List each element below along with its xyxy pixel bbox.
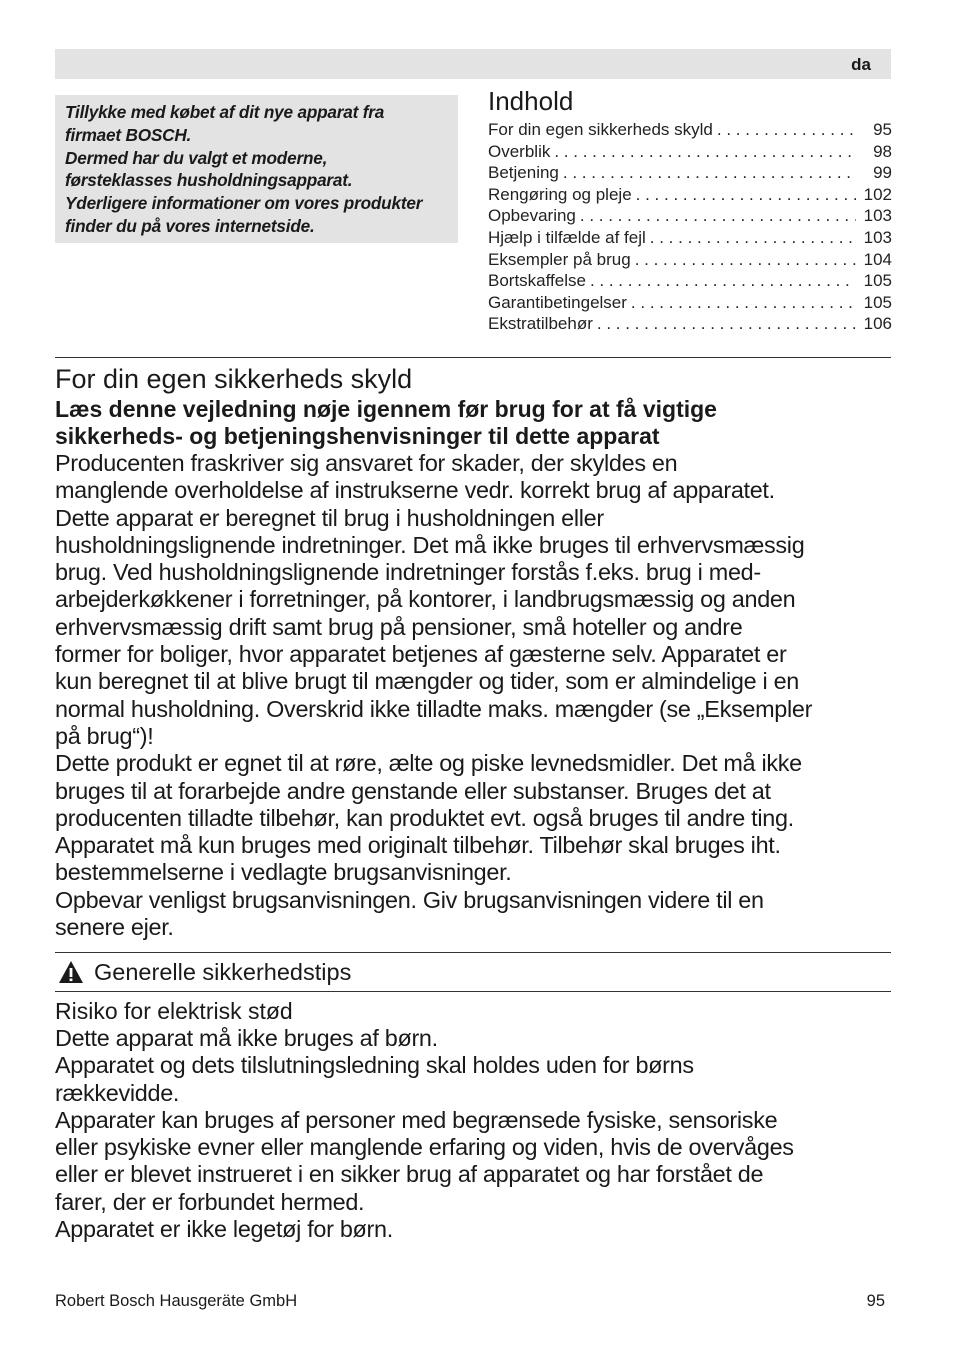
toc-item-label: Eksempler på brug bbox=[488, 249, 631, 269]
safety-section bbox=[55, 362, 905, 941]
toc-leader bbox=[636, 184, 856, 206]
section-subtitle-line: sikkerheds- og betjeningshenvisninger til dette apparat bbox=[55, 423, 660, 449]
body-line: kun beregnet til at blive brugt til mængder og tider, som er almindelige i en bbox=[55, 668, 800, 695]
toc-item-page: 102 bbox=[863, 184, 892, 204]
body-line: bruges til at forarbejde andre genstande eller substanser. Bruges det at bbox=[55, 777, 771, 804]
body-line: Apparatet og dets tilslutningsledning skal holdes uden for børns bbox=[55, 1052, 694, 1079]
body-line: brug. Ved husholdningslignende indretninger forstås f.eks. brug i med- bbox=[55, 559, 761, 586]
body-line: Apparater kan bruges af personer med begrænsede fysiske, sensoriske bbox=[55, 1106, 778, 1133]
section-subtitle-line: Læs denne vejledning nøje igennem før brug for at få vigtige bbox=[55, 396, 717, 422]
section-divider bbox=[55, 991, 891, 992]
toc-leader bbox=[717, 119, 856, 141]
body-line: bestemmelserne i vedlagte brugsanvisninger. bbox=[55, 859, 512, 886]
body-line: Apparatet må kun bruges med originalt tilbehør. Tilbehør skal bruges iht. bbox=[55, 832, 781, 859]
risk-title: Risiko for elektrisk stød bbox=[55, 998, 293, 1024]
toc-item[interactable] bbox=[488, 249, 892, 271]
table-of-contents bbox=[488, 86, 892, 335]
toc-item[interactable] bbox=[488, 141, 892, 163]
toc-leader bbox=[597, 313, 856, 335]
page-footer bbox=[55, 1292, 885, 1311]
body-line: Opbevar venligst brugsanvisningen. Giv brugsanvisningen videre til en bbox=[55, 886, 764, 913]
intro-box bbox=[55, 95, 458, 243]
section-divider bbox=[55, 357, 891, 358]
toc-item-label: Opbevaring bbox=[488, 206, 576, 226]
body-line: arbejderkøkkener i forretninger, på kontorer, i landbrugsmæssig og anden bbox=[55, 586, 796, 613]
intro-line: Yderligere informationer om vores produkter bbox=[65, 193, 423, 214]
toc-item-page: 105 bbox=[863, 271, 892, 291]
body-line: producenten tilladte tilbehør, kan produktet evt. også bruges til andre ting. bbox=[55, 804, 794, 831]
body-line: manglende overholdelse af instrukserne vedr. korrekt brug af apparatet. bbox=[55, 477, 775, 504]
body-line: former for boliger, hvor apparatet betjenes af gæsterne selv. Apparatet er bbox=[55, 641, 787, 668]
body-line: husholdningslignende indretninger. Det må ikke bruges til erhvervsmæssig bbox=[55, 531, 805, 558]
toc-leader bbox=[554, 141, 856, 163]
toc-item[interactable] bbox=[488, 162, 892, 184]
toc-item[interactable] bbox=[488, 205, 892, 227]
general-safety-heading bbox=[55, 957, 891, 987]
body-line: Dette apparat er beregnet til brug i husholdningen eller bbox=[55, 504, 604, 531]
toc-leader bbox=[631, 292, 856, 314]
body-line: farer, der er forbundet hermed. bbox=[55, 1188, 365, 1215]
toc-item-label: Ekstratilbehør bbox=[488, 314, 593, 334]
toc-item-label: Hjælp i tilfælde af fejl bbox=[488, 227, 646, 247]
body-line: Dette apparat må ikke bruges af børn. bbox=[55, 1025, 438, 1051]
intro-line: Dermed har du valgt et moderne, bbox=[65, 147, 328, 168]
toc-item-label: For din egen sikkerheds skyld bbox=[488, 120, 713, 139]
intro-line: finder du på vores internetside. bbox=[65, 215, 315, 236]
toc-item-label: Garantibetingelser bbox=[488, 292, 627, 312]
toc-item[interactable] bbox=[488, 313, 892, 335]
body-line: normal husholdning. Overskrid ikke tilladte maks. mængder (se „Eksempler bbox=[55, 695, 813, 722]
toc-item[interactable] bbox=[488, 292, 892, 314]
toc-item-label: Betjening bbox=[488, 163, 559, 183]
body-line: Producenten fraskriver sig ansvaret for skader, der skyldes en bbox=[55, 450, 678, 476]
subsection-title: Generelle sikkerhedstips bbox=[94, 959, 352, 985]
section-title: For din egen sikkerheds skyld bbox=[55, 364, 413, 394]
body-line: på brug“)! bbox=[55, 722, 154, 749]
toc-item[interactable] bbox=[488, 184, 892, 206]
toc-leader bbox=[635, 249, 856, 271]
body-line: Dette produkt er egnet til at røre, ælte og piske levnedsmidler. Det må ikke bbox=[55, 750, 802, 777]
intro-line: førsteklasses husholdningsapparat. bbox=[65, 170, 353, 191]
footer-page-number: 95 bbox=[866, 1292, 885, 1310]
language-code: da bbox=[851, 55, 871, 74]
intro-line: Tillykke med købet af dit nye apparat fra bbox=[65, 102, 385, 122]
body-line: rækkevidde. bbox=[55, 1079, 180, 1106]
body-line: eller psykiske evner eller manglende erfaring og viden, hvis de overvåges bbox=[55, 1134, 794, 1161]
footer-company: Robert Bosch Hausgeräte GmbH bbox=[55, 1292, 298, 1310]
toc-leader bbox=[563, 162, 856, 184]
warning-triangle-icon bbox=[58, 960, 84, 984]
toc-item[interactable] bbox=[488, 119, 892, 141]
body-line: erhvervsmæssig drift samt brug på pensioner, små hoteller og andre bbox=[55, 613, 743, 640]
toc-item-page: 99 bbox=[873, 163, 892, 183]
section-divider bbox=[55, 952, 891, 953]
toc-leader bbox=[590, 270, 856, 292]
toc-item-page: 98 bbox=[873, 141, 892, 161]
intro-line: firmaet BOSCH. bbox=[65, 124, 192, 145]
toc-leader bbox=[580, 205, 856, 227]
toc-title: Indhold bbox=[488, 86, 574, 116]
toc-item-label: Rengøring og pleje bbox=[488, 184, 632, 204]
toc-item-page: 105 bbox=[863, 292, 892, 312]
language-bar bbox=[55, 49, 891, 79]
toc-leader bbox=[650, 227, 856, 249]
body-line: Apparatet er ikke legetøj for børn. bbox=[55, 1216, 393, 1243]
toc-item-label: Bortskaffelse bbox=[488, 271, 586, 291]
body-line: senere ejer. bbox=[55, 914, 174, 941]
toc-item-page: 103 bbox=[863, 227, 892, 247]
electric-shock-section bbox=[55, 998, 905, 1243]
toc-item-page: 106 bbox=[863, 314, 892, 334]
toc-item-page: 103 bbox=[863, 206, 892, 226]
toc-item[interactable] bbox=[488, 227, 892, 249]
toc-item-page: 95 bbox=[873, 120, 892, 139]
toc-item-label: Overblik bbox=[488, 141, 551, 161]
body-line: eller er blevet instrueret i en sikker brug af apparatet og har forstået de bbox=[55, 1161, 764, 1188]
toc-item-page: 104 bbox=[863, 249, 892, 269]
toc-item[interactable] bbox=[488, 270, 892, 292]
